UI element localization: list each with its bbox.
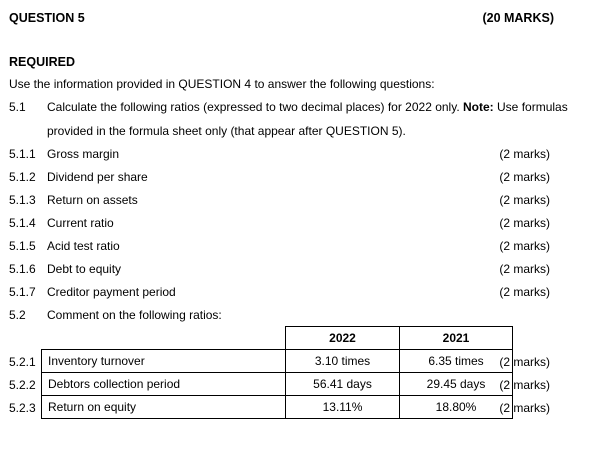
question-title: QUESTION 5 <box>9 11 85 25</box>
question-total-marks: (20 MARKS) <box>482 11 554 25</box>
value-2022: 13.11% <box>286 396 400 419</box>
q515-label: Acid test ratio <box>47 239 120 253</box>
q521-marks: (2 marks) <box>499 355 550 369</box>
q517-marks: (2 marks) <box>499 285 550 299</box>
intro-text: Use the information provided in QUESTION 4 to answer the following questions: <box>9 77 435 91</box>
q516-number: 5.1.6 <box>9 262 36 276</box>
q512-marks: (2 marks) <box>499 170 550 184</box>
q522-number: 5.2.2 <box>9 378 36 392</box>
q523-number: 5.2.3 <box>9 401 36 415</box>
q511-marks: (2 marks) <box>499 147 550 161</box>
q51-line1-prefix: Calculate the following ratios (expressed to two decimal places) for 2022 only. <box>47 100 460 114</box>
q511-number: 5.1.1 <box>9 147 36 161</box>
q512-number: 5.1.2 <box>9 170 36 184</box>
value-2022: 3.10 times <box>286 350 400 373</box>
q523-marks: (2 marks) <box>499 401 550 415</box>
q511-label: Gross margin <box>47 147 120 161</box>
column-header-2022: 2022 <box>286 327 400 350</box>
q52-label: Comment on the following ratios: <box>47 308 222 322</box>
table-header-blank <box>42 327 286 350</box>
q514-marks: (2 marks) <box>499 216 550 230</box>
q522-marks: (2 marks) <box>499 378 550 392</box>
q515-marks: (2 marks) <box>499 239 550 253</box>
q517-number: 5.1.7 <box>9 285 36 299</box>
q513-label: Return on assets <box>47 193 138 207</box>
required-heading: REQUIRED <box>9 55 75 69</box>
q51-note-label: Note: <box>463 100 494 114</box>
q513-marks: (2 marks) <box>499 193 550 207</box>
q517-label: Creditor payment period <box>47 285 176 299</box>
column-header-2021: 2021 <box>400 327 513 350</box>
row-label: Debtors collection period <box>42 373 286 396</box>
q514-label: Current ratio <box>47 216 114 230</box>
q51-instruction-line1 <box>47 100 568 114</box>
row-label: Inventory turnover <box>42 350 286 373</box>
value-2021: 18.80% <box>400 396 513 419</box>
value-2021: 6.35 times <box>400 350 513 373</box>
value-2021: 29.45 days <box>400 373 513 396</box>
q51-line1-suffix: Use formulas <box>497 100 568 114</box>
table-row <box>42 373 513 396</box>
q514-number: 5.1.4 <box>9 216 36 230</box>
table-header-row <box>42 327 513 350</box>
table-row <box>42 350 513 373</box>
table-row <box>42 396 513 419</box>
row-label: Return on equity <box>42 396 286 419</box>
q521-number: 5.2.1 <box>9 355 36 369</box>
q51-number: 5.1 <box>9 100 26 114</box>
q513-number: 5.1.3 <box>9 193 36 207</box>
value-2022: 56.41 days <box>286 373 400 396</box>
q516-label: Debt to equity <box>47 262 122 276</box>
q512-label: Dividend per share <box>47 170 148 184</box>
ratios-table <box>41 326 513 419</box>
q51-instruction-line2: provided in the formula sheet only (that appear after QUESTION 5). <box>47 124 406 138</box>
q515-number: 5.1.5 <box>9 239 36 253</box>
q516-marks: (2 marks) <box>499 262 550 276</box>
q52-number: 5.2 <box>9 308 26 322</box>
